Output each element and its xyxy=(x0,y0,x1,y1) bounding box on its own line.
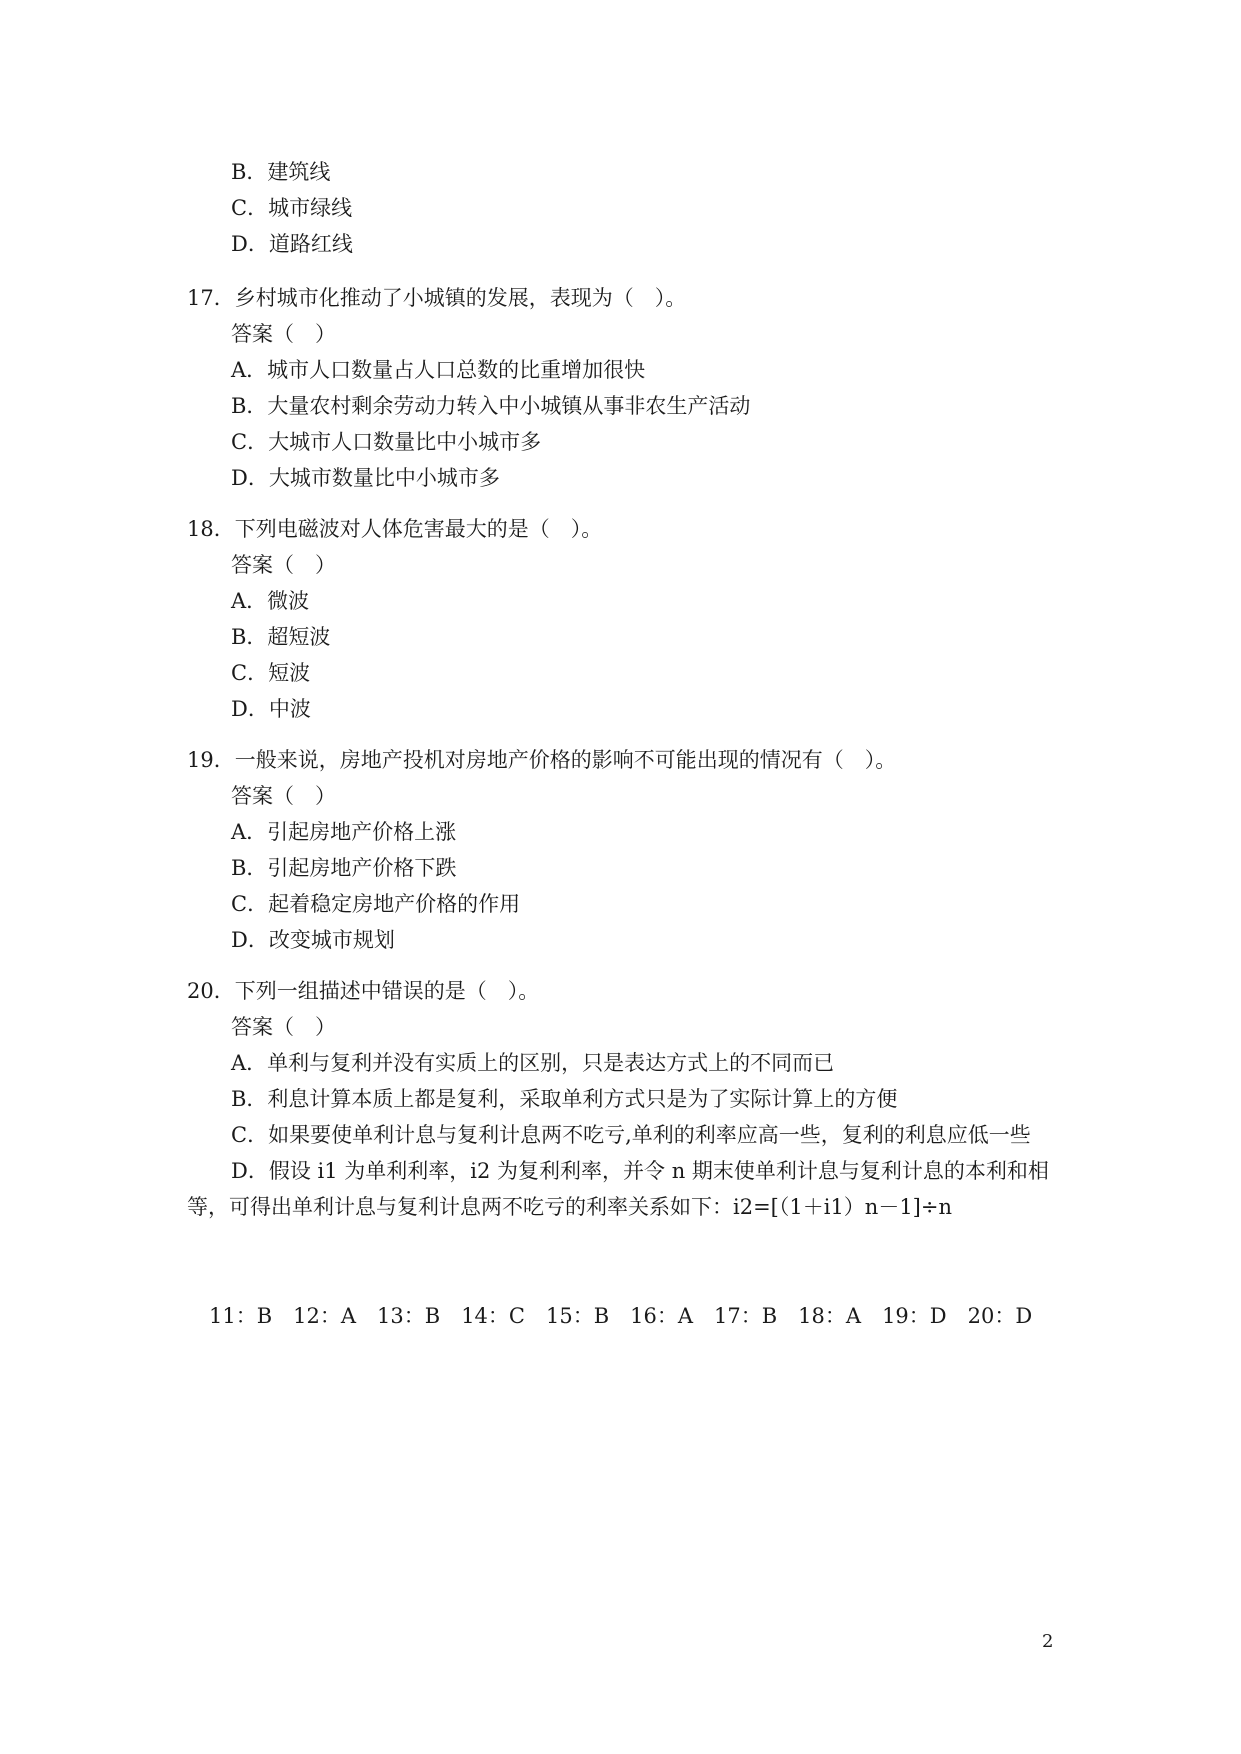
question-17-option-c: C．大城市人口数量比中小城市多 xyxy=(231,430,542,454)
question-17-stem: 17．乡村城市化推动了小城镇的发展，表现为（ ）。 xyxy=(187,286,687,310)
question-18-option-d: D．中波 xyxy=(231,697,311,721)
question-17-answer-blank: 答案（ ） xyxy=(231,322,336,346)
question-17-option-d: D．大城市数量比中小城市多 xyxy=(231,466,500,490)
question-19-option-c: C．起着稳定房地产价格的作用 xyxy=(231,892,521,916)
question-20-option-d: D．假设 i1 为单利利率，i2 为复利利率，并令 n 期末使单利计息与复利计息的本利和相 xyxy=(231,1159,1049,1183)
question-20-option-d-continued: 等，可得出单利计息与复利计息两不吃亏的利率关系如下：i2=[（1＋i1）n－1]÷n xyxy=(187,1195,953,1219)
question-19-option-d: D．改变城市规划 xyxy=(231,928,395,952)
option-b-building-line: B．建筑线 xyxy=(231,160,331,184)
question-18-option-a: A．微波 xyxy=(231,589,310,613)
question-20-option-c: C．如果要使单利计息与复利计息两不吃亏,单利的利率应高一些，复利的利息应低一些 xyxy=(231,1123,1031,1147)
question-17-option-b: B．大量农村剩余劳动力转入中小城镇从事非农生产活动 xyxy=(231,394,751,418)
question-17-option-a: A．城市人口数量占人口总数的比重增加很快 xyxy=(231,358,646,382)
option-c-green-line: C．城市绿线 xyxy=(231,196,353,220)
question-20-answer-blank: 答案（ ） xyxy=(231,1015,336,1039)
option-d-road-red-line: D．道路红线 xyxy=(231,232,353,256)
question-18-option-b: B．超短波 xyxy=(231,625,331,649)
question-18-option-c: C．短波 xyxy=(231,661,311,685)
page-number: 2 xyxy=(1042,1631,1054,1652)
question-19-answer-blank: 答案（ ） xyxy=(231,784,336,808)
question-19-stem: 19．一般来说，房地产投机对房地产价格的影响不可能出现的情况有（ ）。 xyxy=(187,748,897,772)
question-20-option-b: B．利息计算本质上都是复利，采取单利方式只是为了实际计算上的方便 xyxy=(231,1087,898,1111)
answer-key: 11：B 12：A 13：B 14：C 15：B 16：A 17：B 18：A 19：D 20：D xyxy=(209,1304,1033,1328)
question-20-option-a: A．单利与复利并没有实质上的区别，只是表达方式上的不同而已 xyxy=(231,1051,835,1075)
question-20-stem: 20．下列一组描述中错误的是（ ）。 xyxy=(187,979,540,1003)
question-19-option-a: A．引起房地产价格上涨 xyxy=(231,820,457,844)
question-19-option-b: B．引起房地产价格下跌 xyxy=(231,856,457,880)
question-18-answer-blank: 答案（ ） xyxy=(231,553,336,577)
question-18-stem: 18．下列电磁波对人体危害最大的是（ ）。 xyxy=(187,517,603,541)
